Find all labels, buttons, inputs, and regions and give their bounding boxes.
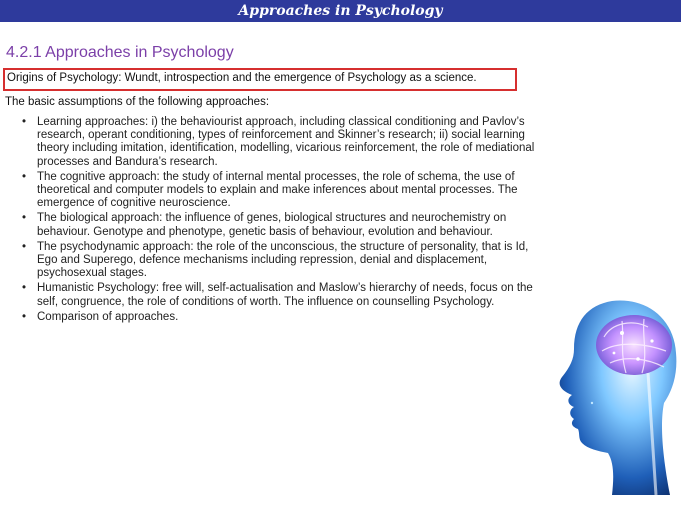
- intro-text: The basic assumptions of the following approaches:: [5, 96, 270, 108]
- slide-banner: Approaches in Psychology: [0, 0, 681, 22]
- list-item: [22, 282, 542, 308]
- approaches-list: [22, 116, 542, 326]
- list-item-text: The cognitive approach: the study of internal mental processes, the role of schema, the use of theoretical and computer models to explain and make inferences about mental processes. The emergence of cognitive neuroscience.: [37, 170, 518, 210]
- list-item-text: The psychodynamic approach: the role of the unconscious, the structure of personality, that is Id, Ego and Superego, defence mechanisms including repression, denial and displacement, psychosexual stages.: [37, 240, 529, 280]
- list-item-text: Humanistic Psychology: free will, self-actualisation and Maslow’s hierarchy of needs, focus on the self, congruence, the role of conditions of worth. The influence on counselling Psychology.: [37, 282, 533, 308]
- list-item: [22, 212, 542, 238]
- list-item-text: The biological approach: the influence of genes, biological structures and neurochemistry on behaviour. Genotype and phenotype, genetic basis of behaviour, evolution and behaviour.: [37, 212, 507, 238]
- bullet-icon: •: [22, 212, 27, 225]
- bullet-icon: •: [22, 282, 27, 295]
- bullet-icon: •: [22, 170, 27, 183]
- brain-head-illustration-icon: [552, 293, 681, 495]
- list-item-text: Learning approaches: i) the behaviourist approach, including classical conditioning and Pavlov’s research, operant conditioning, types of reinforcement and Skinner’s research; ii) social learning theory including imitation, identification, modelling, vicarious reinforcement, the role of mediational processes and Bandura’s research.: [37, 116, 535, 168]
- highlight-text: Origins of Psychology: Wundt, introspection and the emergence of Psychology as a science.: [7, 72, 477, 84]
- list-item-text: Comparison of approaches.: [37, 310, 179, 323]
- bullet-icon: •: [22, 240, 27, 253]
- list-item: [22, 116, 542, 169]
- slide-title: 4.2.1 Approaches in Psychology: [6, 44, 234, 61]
- bullet-icon: •: [22, 116, 27, 128]
- list-item: [22, 171, 542, 211]
- list-item: [22, 241, 542, 281]
- bullet-icon: •: [22, 310, 27, 323]
- list-item: [22, 311, 542, 324]
